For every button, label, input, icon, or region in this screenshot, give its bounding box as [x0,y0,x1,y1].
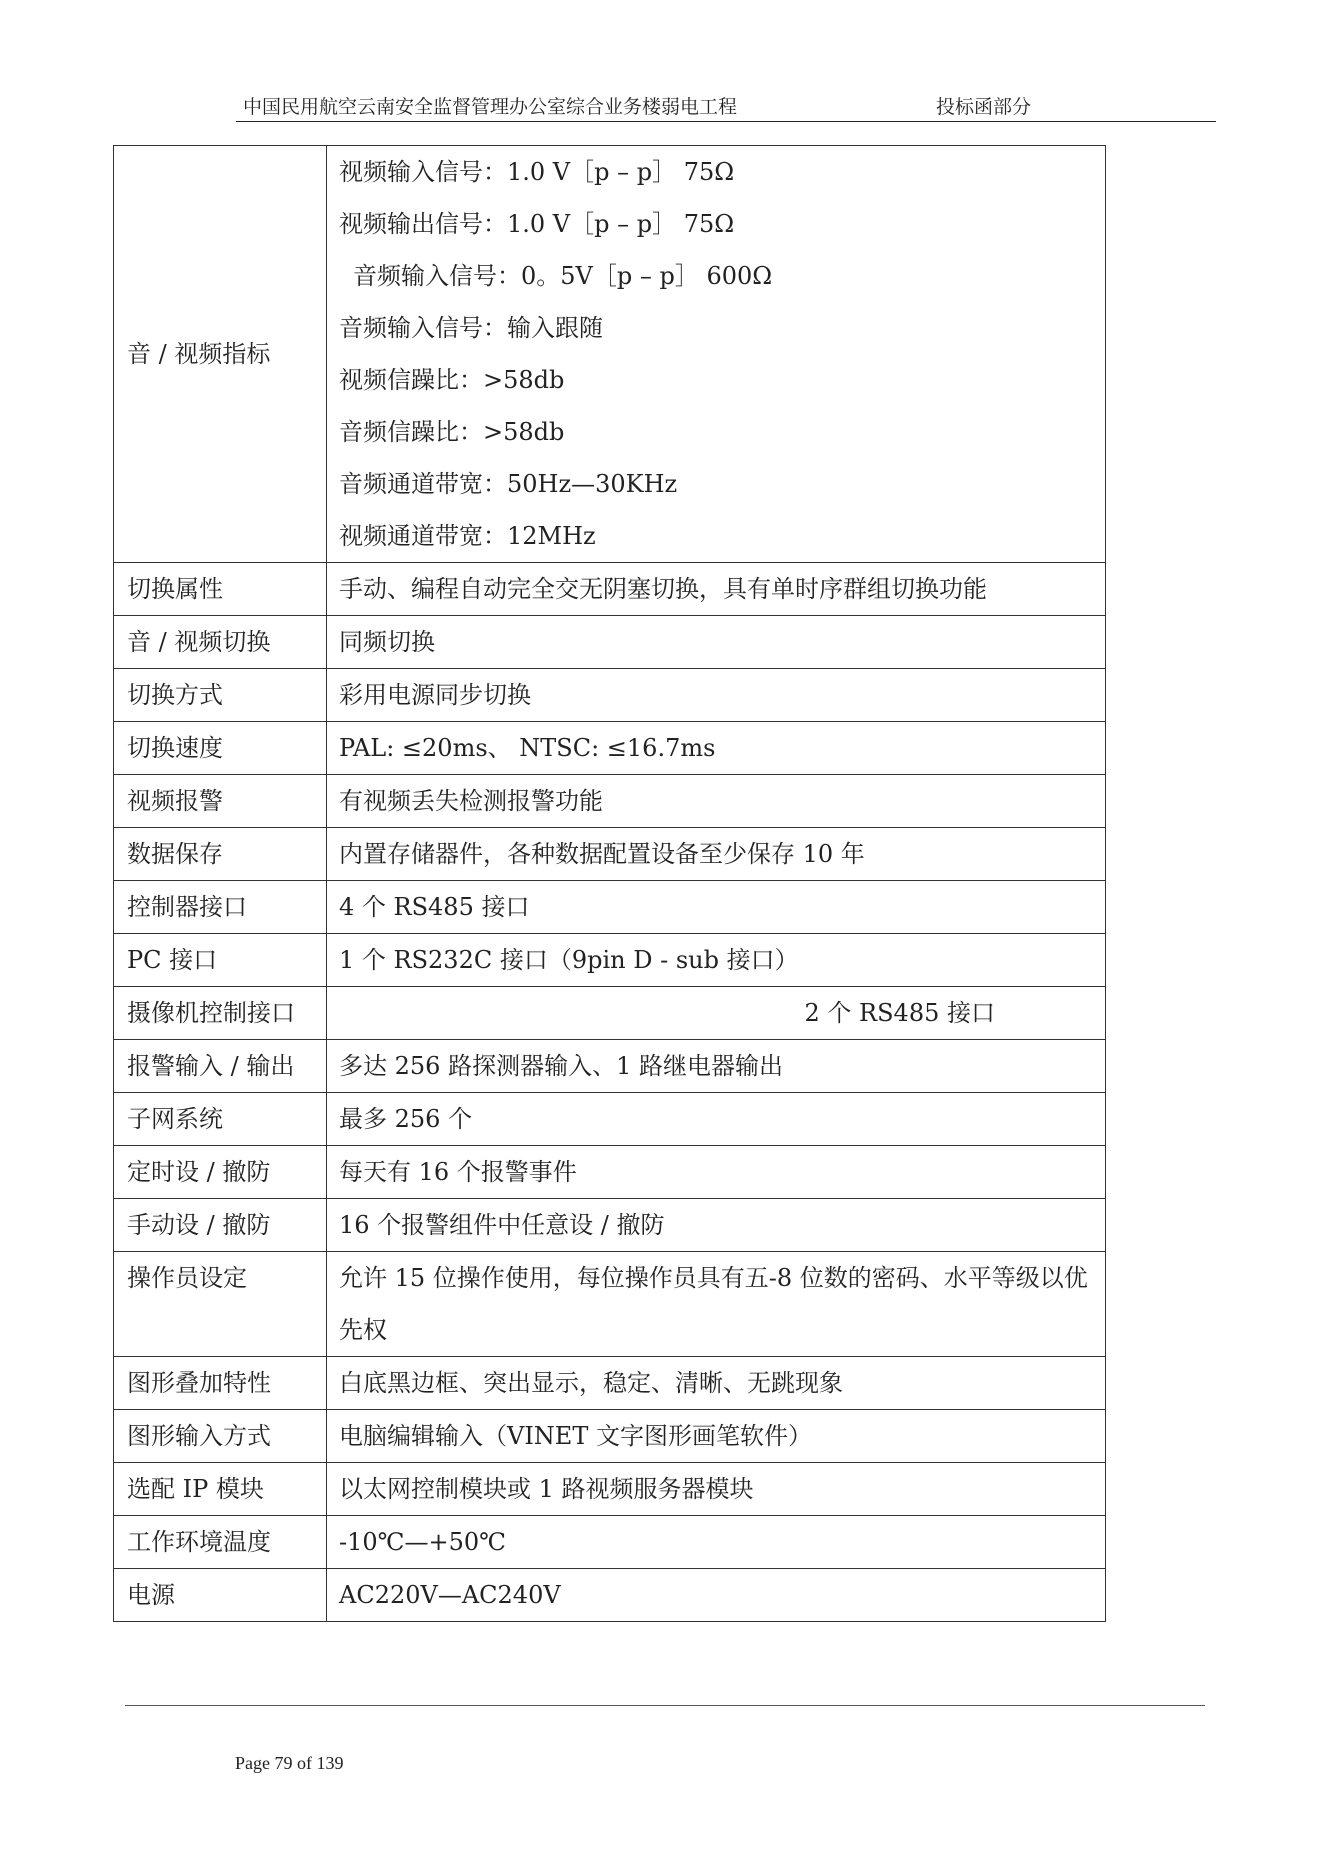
table-row [114,1410,1106,1463]
table-row [114,669,1106,722]
row-label: 电源 [114,1569,327,1622]
row-label: 手动设 / 撤防 [114,1199,327,1252]
row-label: 音 / 视频切换 [114,616,327,669]
row-value: 内置存储器件，各种数据配置设备至少保存 10 年 [327,828,1106,881]
row-value: 2 个 RS485 接口 [804,999,995,1027]
table-row [114,1569,1106,1622]
row-label: PC 接口 [114,934,327,987]
table-row [114,987,1106,1040]
header-section: 投标函部分 [936,96,1032,118]
av-value-line: 音频信躁比：>58db [339,418,565,446]
row-value: 最多 256 个 [327,1093,1106,1146]
row-label: 控制器接口 [114,881,327,934]
row-value: 16 个报警组件中任意设 / 撤防 [327,1199,1106,1252]
table-row [114,1516,1106,1569]
row-label: 报警输入 / 输出 [114,1040,327,1093]
header-divider [236,121,1216,122]
row-value: 4 个 RS485 接口 [327,881,1106,934]
row-label: 定时设 / 撤防 [114,1146,327,1199]
table-row [114,146,1106,563]
table-row [114,881,1106,934]
table-row [114,775,1106,828]
row-label: 选配 IP 模块 [114,1463,327,1516]
row-value: -10℃—+50℃ [327,1516,1106,1569]
row-value: 1 个 RS232C 接口（9pin D - sub 接口） [327,934,1106,987]
row-value: 允许 15 位操作使用，每位操作员具有五-8 位数的密码、水平等级以优先权 [327,1252,1106,1357]
av-value-line: 音频输入信号：0。5V［p – p］ 600Ω [353,262,773,290]
av-value-line: 视频输入信号：1.0 V［p – p］ 75Ω [339,158,735,186]
row-label: 视频报警 [114,775,327,828]
row-label: 图形叠加特性 [114,1357,327,1410]
table-row [114,934,1106,987]
table-row [114,722,1106,775]
row-label: 摄像机控制接口 [114,987,327,1040]
table-row [114,1199,1106,1252]
table-row [114,1252,1106,1357]
table-row [114,1146,1106,1199]
row-label: 切换速度 [114,722,327,775]
table-row [114,1357,1106,1410]
row-value: 以太网控制模块或 1 路视频服务器模块 [327,1463,1106,1516]
table-row [114,1093,1106,1146]
row-value: 电脑编辑输入（VINET 文字图形画笔软件） [327,1410,1106,1463]
row-value-cell [327,987,1106,1040]
row-label: 切换属性 [114,563,327,616]
row-label: 图形输入方式 [114,1410,327,1463]
av-value-line: 视频信躁比：>58db [339,366,565,394]
table-row [114,616,1106,669]
table-row [114,828,1106,881]
row-label: 数据保存 [114,828,327,881]
row-value: 多达 256 路探测器输入、1 路继电器输出 [327,1040,1106,1093]
table-row [114,1040,1106,1093]
table-row [114,1463,1106,1516]
table-row [114,563,1106,616]
header-title: 中国民用航空云南安全监督管理办公室综合业务楼弱电工程 [243,96,738,118]
row-label: 工作环境温度 [114,1516,327,1569]
row-value: 彩用电源同步切换 [327,669,1106,722]
row-label: 子网系统 [114,1093,327,1146]
spec-table [113,145,1106,1622]
av-value-line: 视频输出信号：1.0 V［p – p］ 75Ω [339,210,735,238]
row-value: 有视频丢失检测报警功能 [327,775,1106,828]
row-label: 切换方式 [114,669,327,722]
av-value-line: 视频通道带宽：12MHz [339,522,596,550]
row-label: 操作员设定 [114,1252,327,1357]
av-value-line: 音频输入信号：输入跟随 [339,314,603,342]
av-values-cell [327,146,1106,563]
page-number: Page 79 of 139 [235,1753,344,1773]
row-value: 每天有 16 个报警事件 [327,1146,1106,1199]
row-value: PAL: ≤20ms、 NTSC: ≤16.7ms [327,722,1106,775]
row-value: 白底黑边框、突出显示，稳定、清晰、无跳现象 [327,1357,1106,1410]
row-value: 同频切换 [327,616,1106,669]
row-value: AC220V—AC240V [327,1569,1106,1622]
footer-divider [125,1705,1205,1706]
row-value: 手动、编程自动完全交无阴塞切换，具有单时序群组切换功能 [327,563,1106,616]
row-label: 音 / 视频指标 [114,146,327,563]
av-value-line: 音频通道带宽：50Hz—30KHz [339,470,678,498]
